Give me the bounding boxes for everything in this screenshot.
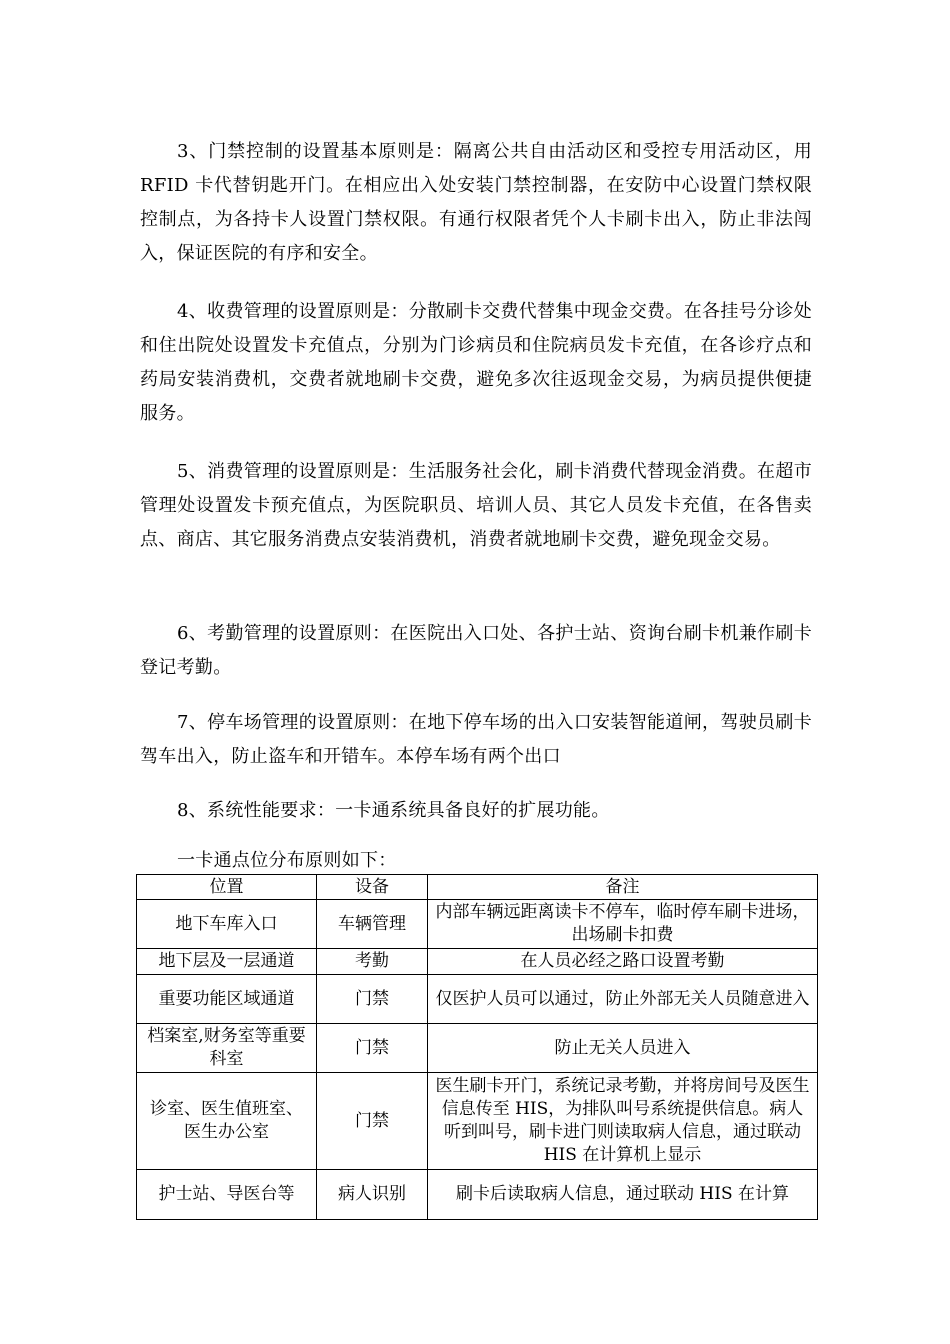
table-row (137, 900, 818, 949)
cell-note: 仅医护人员可以通过，防止外部无关人员随意进入 (428, 975, 818, 1024)
paragraph-table-intro: 一卡通点位分布原则如下： (177, 850, 397, 871)
table-header-row (137, 875, 818, 900)
paragraph-consumption-management: 5、消费管理的设置原则是：生活服务社会化，刷卡消费代替现金消费。在超市管理处设置发卡预充值点，为医院职员、培训人员、其它人员发卡充值，在各售卖点、商店、其它服务消费点安装消费机，消费者就地刷卡交费，避免现金交易。 (140, 461, 812, 550)
cell-note: 防止无关人员进入 (428, 1024, 818, 1073)
cell-device: 考勤 (317, 949, 428, 975)
cell-device: 车辆管理 (317, 900, 428, 949)
cell-note: 在人员必经之路口设置考勤 (428, 949, 818, 975)
cell-location: 地下车库入口 (137, 900, 317, 949)
paragraph-parking-management: 7、停车场管理的设置原则：在地下停车场的出入口安装智能道闸，驾驶员刷卡驾车出入，防止盗车和开错车。本停车场有两个出口 (140, 712, 812, 767)
header-note: 备注 (428, 875, 818, 900)
table-row (137, 975, 818, 1024)
cell-location: 地下层及一层通道 (137, 949, 317, 975)
cell-note: 刷卡后读取病人信息，通过联动 HIS 在计算 (428, 1170, 818, 1220)
header-device: 设备 (317, 875, 428, 900)
cell-device: 门禁 (317, 975, 428, 1024)
cell-device: 病人识别 (317, 1170, 428, 1220)
cell-location: 诊室、医生值班室、医生办公室 (137, 1073, 317, 1170)
cell-note: 医生刷卡开门，系统记录考勤，并将房间号及医生信息传至 HIS，为排队叫号系统提供信息。病人听到叫号，刷卡进门则读取病人信息，通过联动 HIS 在计算机上显示 (428, 1073, 818, 1170)
paragraph-access-control: 3、门禁控制的设置基本原则是：隔离公共自由活动区和受控专用活动区，用 RFID 卡代替钥匙开门。在相应出入处安装门禁控制器，在安防中心设置门禁权限控制点，为各持卡人设置门禁权限。有通行权限者凭个人卡刷卡出入，防止非法闯入，保证医院的有序和安全。 (140, 141, 812, 264)
paragraph-system-performance: 8、系统性能要求：一卡通系统具备良好的扩展功能。 (177, 800, 610, 821)
table-row (137, 1073, 818, 1170)
cell-location: 重要功能区域通道 (137, 975, 317, 1024)
cell-device: 门禁 (317, 1073, 428, 1170)
header-location: 位置 (137, 875, 317, 900)
point-distribution-table (136, 874, 818, 1220)
cell-device: 门禁 (317, 1024, 428, 1073)
table-row (137, 949, 818, 975)
cell-location: 护士站、导医台等 (137, 1170, 317, 1220)
cell-location: 档案室,财务室等重要科室 (137, 1024, 317, 1073)
table-row (137, 1024, 818, 1073)
paragraph-attendance-management: 6、考勤管理的设置原则：在医院出入口处、各护士站、资询台刷卡机兼作刷卡登记考勤。 (140, 623, 812, 678)
cell-note: 内部车辆远距离读卡不停车，临时停车刷卡进场，出场刷卡扣费 (428, 900, 818, 949)
paragraph-fee-management: 4、收费管理的设置原则是：分散刷卡交费代替集中现金交费。在各挂号分诊处和住出院处设置发卡充值点，分别为门诊病员和住院病员发卡充值，在各诊疗点和药局安装消费机，交费者就地刷卡交费，避免多次往返现金交易，为病员提供便捷服务。 (140, 301, 812, 424)
table-row (137, 1170, 818, 1220)
